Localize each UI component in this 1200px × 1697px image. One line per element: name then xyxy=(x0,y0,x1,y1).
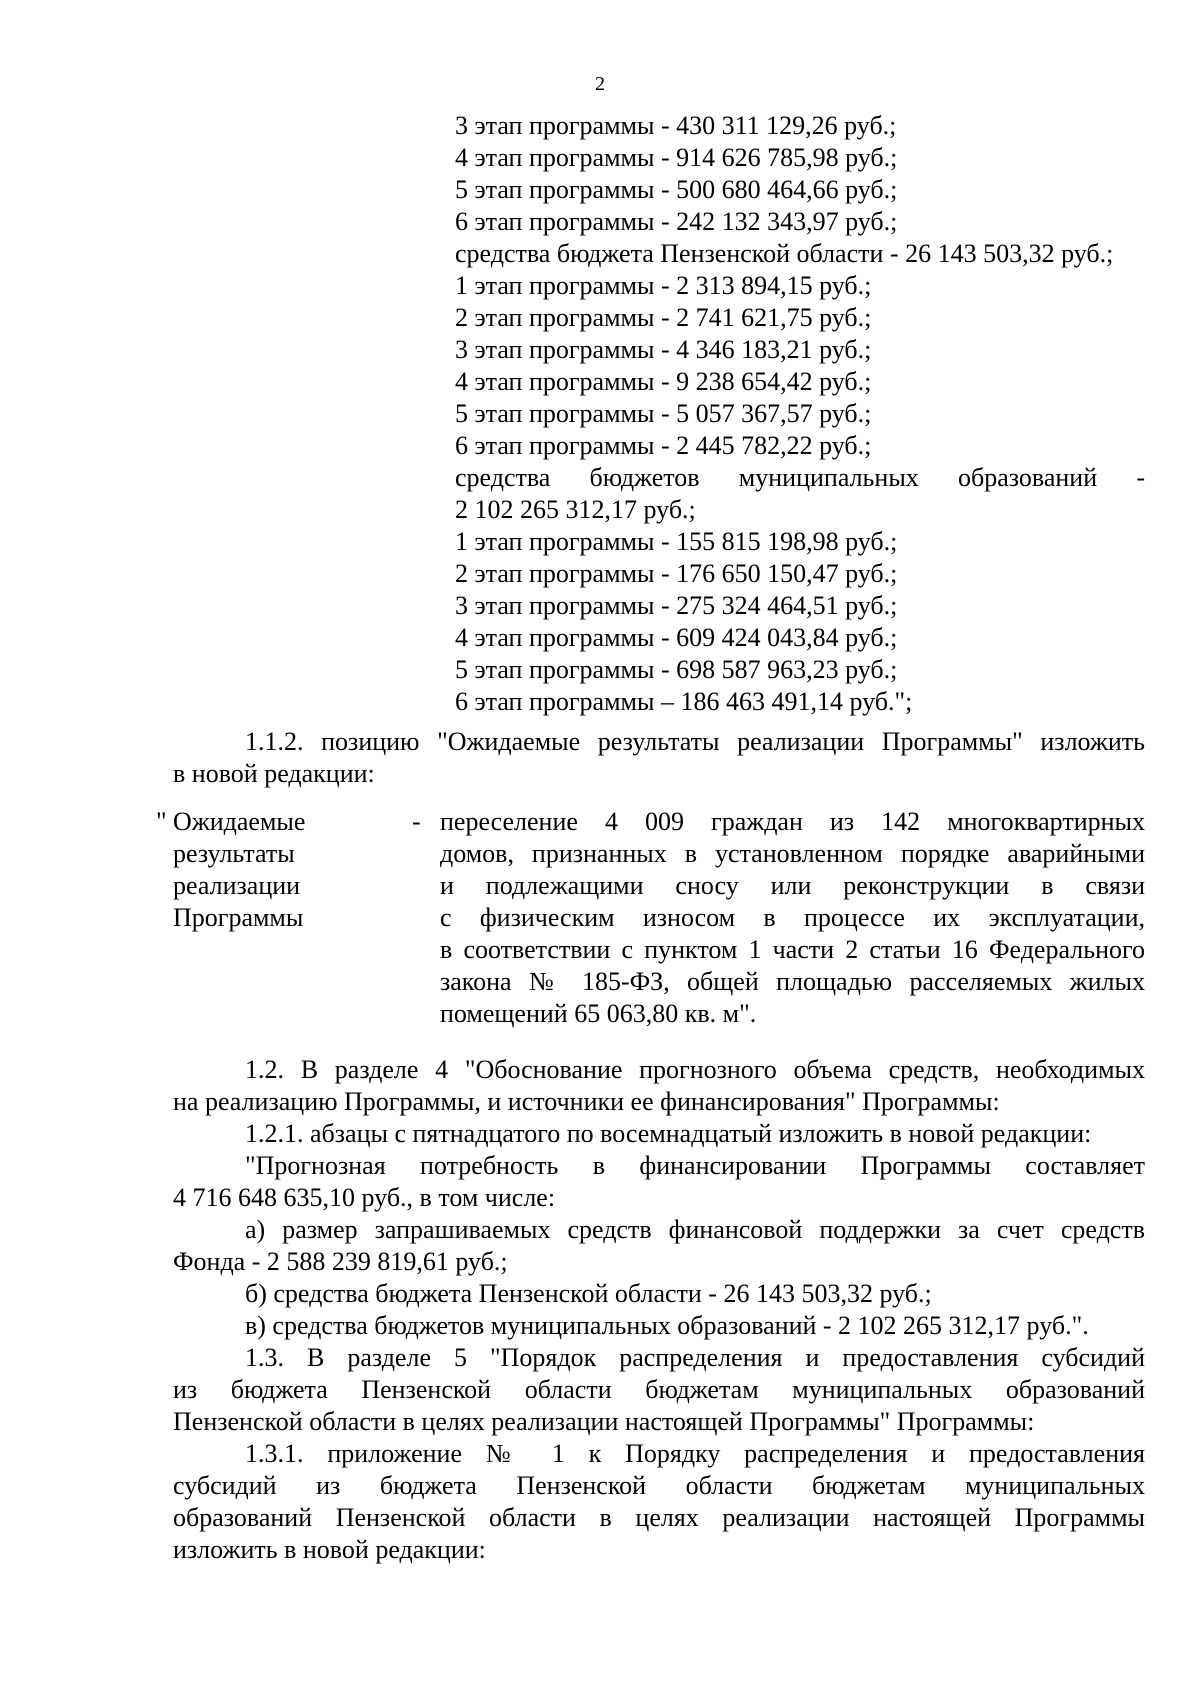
list-item: 2 этап программы - 176 650 150,47 руб.; xyxy=(455,559,898,588)
item-b: б) средства бюджета Пензенской области - 26 143 503,32 руб.; xyxy=(245,1279,932,1308)
clause-1-2-1: 1.2.1. абзацы с пятнадцатого по восемнадцатый изложить в новой редакции: xyxy=(245,1119,1092,1148)
list-item: 3 этап программы - 430 311 129,26 руб.; xyxy=(455,111,897,140)
municipal-total: 2 102 265 312,17 руб.; xyxy=(455,495,696,524)
clause-1-3-1: 1.3.1. приложение № 1 к Порядку распределения и предоставления xyxy=(245,1439,1145,1468)
clause-1-3-1-cont: изложить в новой редакции: xyxy=(173,1535,486,1564)
list-item: 6 этап программы - 2 445 782,22 руб.; xyxy=(455,431,872,460)
item-a: а) размер запрашиваемых средств финансовой поддержки за счет средств xyxy=(245,1215,1145,1244)
municipal-header: средства бюджетов муниципальных образований - xyxy=(455,463,1145,492)
table-label: Программы xyxy=(173,903,304,932)
table-text: в соответствии с пунктом 1 части 2 статьи 16 Федерального xyxy=(440,935,1145,964)
item-a-cont: Фонда - 2 588 239 819,61 руб.; xyxy=(173,1247,508,1276)
list-item: 6 этап программы - 242 132 343,97 руб.; xyxy=(455,207,898,236)
table-text: помещений 65 063,80 кв. м". xyxy=(440,999,757,1028)
clause-1-3: 1.3. В разделе 5 "Порядок распределения и предоставления субсидий xyxy=(245,1343,1145,1372)
list-item: 4 этап программы - 609 424 043,84 руб.; xyxy=(455,623,898,652)
table-text: и подлежащими сносу или реконструкции в связи xyxy=(440,871,1145,900)
table-label: результаты xyxy=(173,839,295,868)
list-item: 4 этап программы - 9 238 654,42 руб.; xyxy=(455,367,872,396)
clause-1-2-cont: на реализацию Программы, и источники ее финансирования" Программы: xyxy=(173,1087,1000,1116)
list-item: 3 этап программы - 4 346 183,21 руб.; xyxy=(455,335,872,364)
list-item: 2 этап программы - 2 741 621,75 руб.; xyxy=(455,303,872,332)
list-item: 4 этап программы - 914 626 785,98 руб.; xyxy=(455,143,898,172)
item-v: в) средства бюджетов муниципальных образований - 2 102 265 312,17 руб.". xyxy=(245,1311,1089,1340)
list-item: средства бюджета Пензенской области - 26 143 503,32 руб.; xyxy=(455,239,1114,268)
table-text: домов, признанных в установленном порядке аварийными xyxy=(440,839,1145,868)
list-item: 1 этап программы - 155 815 198,98 руб.; xyxy=(455,527,898,556)
list-item: 3 этап программы - 275 324 464,51 руб.; xyxy=(455,591,898,620)
list-item: 6 этап программы – 186 463 491,14 руб."; xyxy=(455,687,913,716)
opening-quote: " xyxy=(156,807,167,836)
table-dash: - xyxy=(412,807,421,836)
table-label: Ожидаемые xyxy=(173,807,306,836)
clause-1-3-1-cont: образований Пензенской области в целях реализации настоящей Программы xyxy=(173,1503,1145,1532)
list-item: 1 этап программы - 2 313 894,15 руб.; xyxy=(455,271,872,300)
list-item: 5 этап программы - 5 057 367,57 руб.; xyxy=(455,399,872,428)
forecast-line: "Прогнозная потребность в финансировании Программы составляет xyxy=(245,1151,1145,1180)
clause-1-1-2-cont: в новой редакции: xyxy=(173,759,375,788)
table-label: реализации xyxy=(173,871,301,900)
forecast-total: 4 716 648 635,10 руб., в том числе: xyxy=(173,1183,556,1212)
clause-1-3-1-cont: субсидий из бюджета Пензенской области бюджетам муниципальных xyxy=(173,1471,1145,1500)
clause-1-3-cont: из бюджета Пензенской области бюджетам муниципальных образований xyxy=(173,1375,1145,1404)
clause-1-3-cont: Пензенской области в целях реализации настоящей Программы" Программы: xyxy=(173,1407,1035,1436)
clause-1-2: 1.2. В разделе 4 "Обоснование прогнозного объема средств, необходимых xyxy=(245,1055,1145,1084)
table-text: с физическим износом в процессе их эксплуатации, xyxy=(440,903,1145,932)
list-item: 5 этап программы - 698 587 963,23 руб.; xyxy=(455,655,898,684)
list-item: 5 этап программы - 500 680 464,66 руб.; xyxy=(455,175,898,204)
table-text: закона № 185-ФЗ, общей площадью расселяемых жилых xyxy=(440,967,1145,996)
table-text: переселение 4 009 граждан из 142 многоквартирных xyxy=(440,807,1145,836)
page-number: 2 xyxy=(595,73,605,95)
clause-1-1-2: 1.1.2. позицию "Ожидаемые результаты реализации Программы" изложить xyxy=(245,727,1145,756)
